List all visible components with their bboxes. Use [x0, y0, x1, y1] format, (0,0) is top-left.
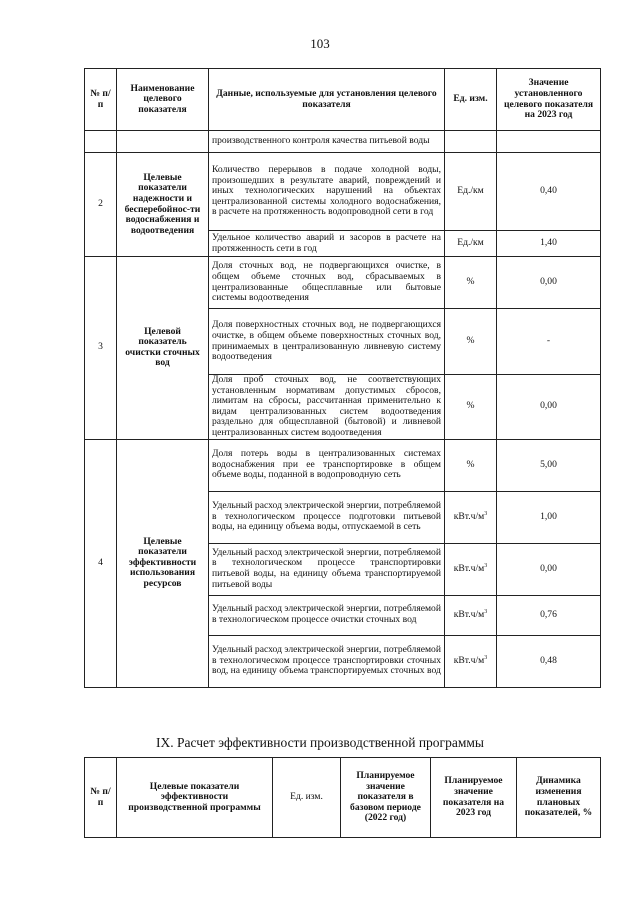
indicator-unit — [445, 491, 497, 543]
header-data: Данные, используемые для установления целевого показателя — [209, 69, 445, 131]
indicator-data: Удельное количество аварий и засоров в расчете на протяженность сети в год — [209, 231, 445, 257]
indicator-data: Удельный расход электрической энергии, потребляемой в технологическом процессе транспортировки сточных вод, на единицу объема транспортируемых сточных вод — [209, 635, 445, 687]
indicator-unit: % — [445, 309, 497, 375]
indicator-data: Доля потерь воды в централизованных системах водоснабжения при ее транспортировке в общем объеме воды, поданной в водопроводную сеть — [209, 439, 445, 491]
indicator-value: 0,48 — [497, 635, 601, 687]
indicator-value: 0,00 — [497, 375, 601, 440]
indicator-unit — [445, 595, 497, 635]
indicator-unit — [445, 543, 497, 595]
header-unit: Ед. изм. — [273, 758, 341, 838]
row-number: 4 — [85, 439, 117, 687]
table-row — [85, 153, 601, 231]
unit-text: кВт.ч/м — [453, 608, 485, 620]
header-name: Наименование целевого показателя — [117, 69, 209, 131]
indicator-value: 0,76 — [497, 595, 601, 635]
row-number: 3 — [85, 257, 117, 440]
indicator-value: 1,40 — [497, 231, 601, 257]
indicator-data: Доля поверхностных сточных вод, не подвергающихся очистке, в общем объеме поверхностных сточных вод, принимаемых в централизованную ливневую систему водоотведения — [209, 309, 445, 375]
header-indicators: Целевые показатели эффективности производственной программы — [117, 758, 273, 838]
target-indicators-table — [84, 68, 601, 688]
row-number: 2 — [85, 153, 117, 257]
indicator-value: 1,00 — [497, 491, 601, 543]
header-dynamics: Динамика изменения плановых показателей, % — [517, 758, 601, 838]
indicator-unit: Ед./км — [445, 153, 497, 231]
indicator-value: - — [497, 309, 601, 375]
indicator-data: Доля сточных вод, не подвергающихся очистке, в общем объеме сточных вод, сбрасываемых в централизованные общесплавные или бытовые системы водоотведения — [209, 257, 445, 309]
header-num: № п/п — [85, 758, 117, 838]
indicator-value: 5,00 — [497, 439, 601, 491]
header-planned-base: Планируемое значение показателя в базовом периоде (2022 год) — [341, 758, 431, 838]
unit-superscript: 3 — [484, 608, 488, 615]
indicator-value: 0,40 — [497, 153, 601, 231]
indicator-name: Целевые показатели надежности и бесперебойнос-ти водоснабжения и водоотведения — [117, 153, 209, 257]
table-row — [85, 439, 601, 491]
unit-superscript: 3 — [484, 654, 488, 661]
indicator-data: Удельный расход электрической энергии, потребляемой в технологическом процессе очистки сточных вод — [209, 595, 445, 635]
table-row — [85, 131, 601, 153]
indicator-value: 0,00 — [497, 257, 601, 309]
indicator-unit: % — [445, 439, 497, 491]
indicator-data: Удельный расход электрической энергии, потребляемой в технологическом процессе подготовки питьевой воды, на единицу объема воды, отпускаемой в сеть — [209, 491, 445, 543]
indicator-data: Количество перерывов в подаче холодной воды, произошедших в результате аварий, повреждений и иных технологических нарушений на объектах централизованной системы холодного водоснабжения, в расчете на протяженность водопроводной сети в год — [209, 153, 445, 231]
header-unit: Ед. изм. — [445, 69, 497, 131]
section-title: IX. Расчет эффективности производственной программы — [155, 735, 484, 750]
unit-text: кВт.ч/м — [453, 562, 485, 574]
indicator-value: 0,00 — [497, 543, 601, 595]
unit-superscript: 3 — [484, 510, 488, 517]
indicator-unit — [445, 635, 497, 687]
indicator-unit: Ед./км — [445, 231, 497, 257]
unit-text: кВт.ч/м — [453, 510, 485, 522]
indicator-data: Доля проб сточных вод, не соответствующих установленным нормативам допустимых сбросов, лимитам на сбросы, рассчитанная применительно к видам централизованных систем водоотведения раздельно для общесплавной (бытовой) и ливневой централизованных систем водоотведения — [209, 375, 445, 440]
unit-superscript: 3 — [484, 562, 488, 569]
efficiency-table — [84, 757, 601, 838]
indicator-name: Целевые показатели эффективности использования ресурсов — [117, 439, 209, 687]
unit-text: кВт.ч/м — [453, 654, 485, 666]
continuation-text: производственного контроля качества питьевой воды — [209, 131, 445, 153]
indicator-unit: % — [445, 375, 497, 440]
indicator-data: Удельный расход электрической энергии, потребляемой в технологическом процессе транспортировки питьевой воды, на единицу объема транспортируемой питьевой воды — [209, 543, 445, 595]
page-number: 103 — [310, 36, 330, 51]
header-planned-2023: Планируемое значение показателя на 2023 год — [431, 758, 517, 838]
header-value: Значение установленного целевого показателя на 2023 год — [497, 69, 601, 131]
header-num: № п/п — [85, 69, 117, 131]
indicator-unit: % — [445, 257, 497, 309]
indicator-name: Целевой показатель очистки сточных вод — [117, 257, 209, 440]
table-row — [85, 257, 601, 309]
